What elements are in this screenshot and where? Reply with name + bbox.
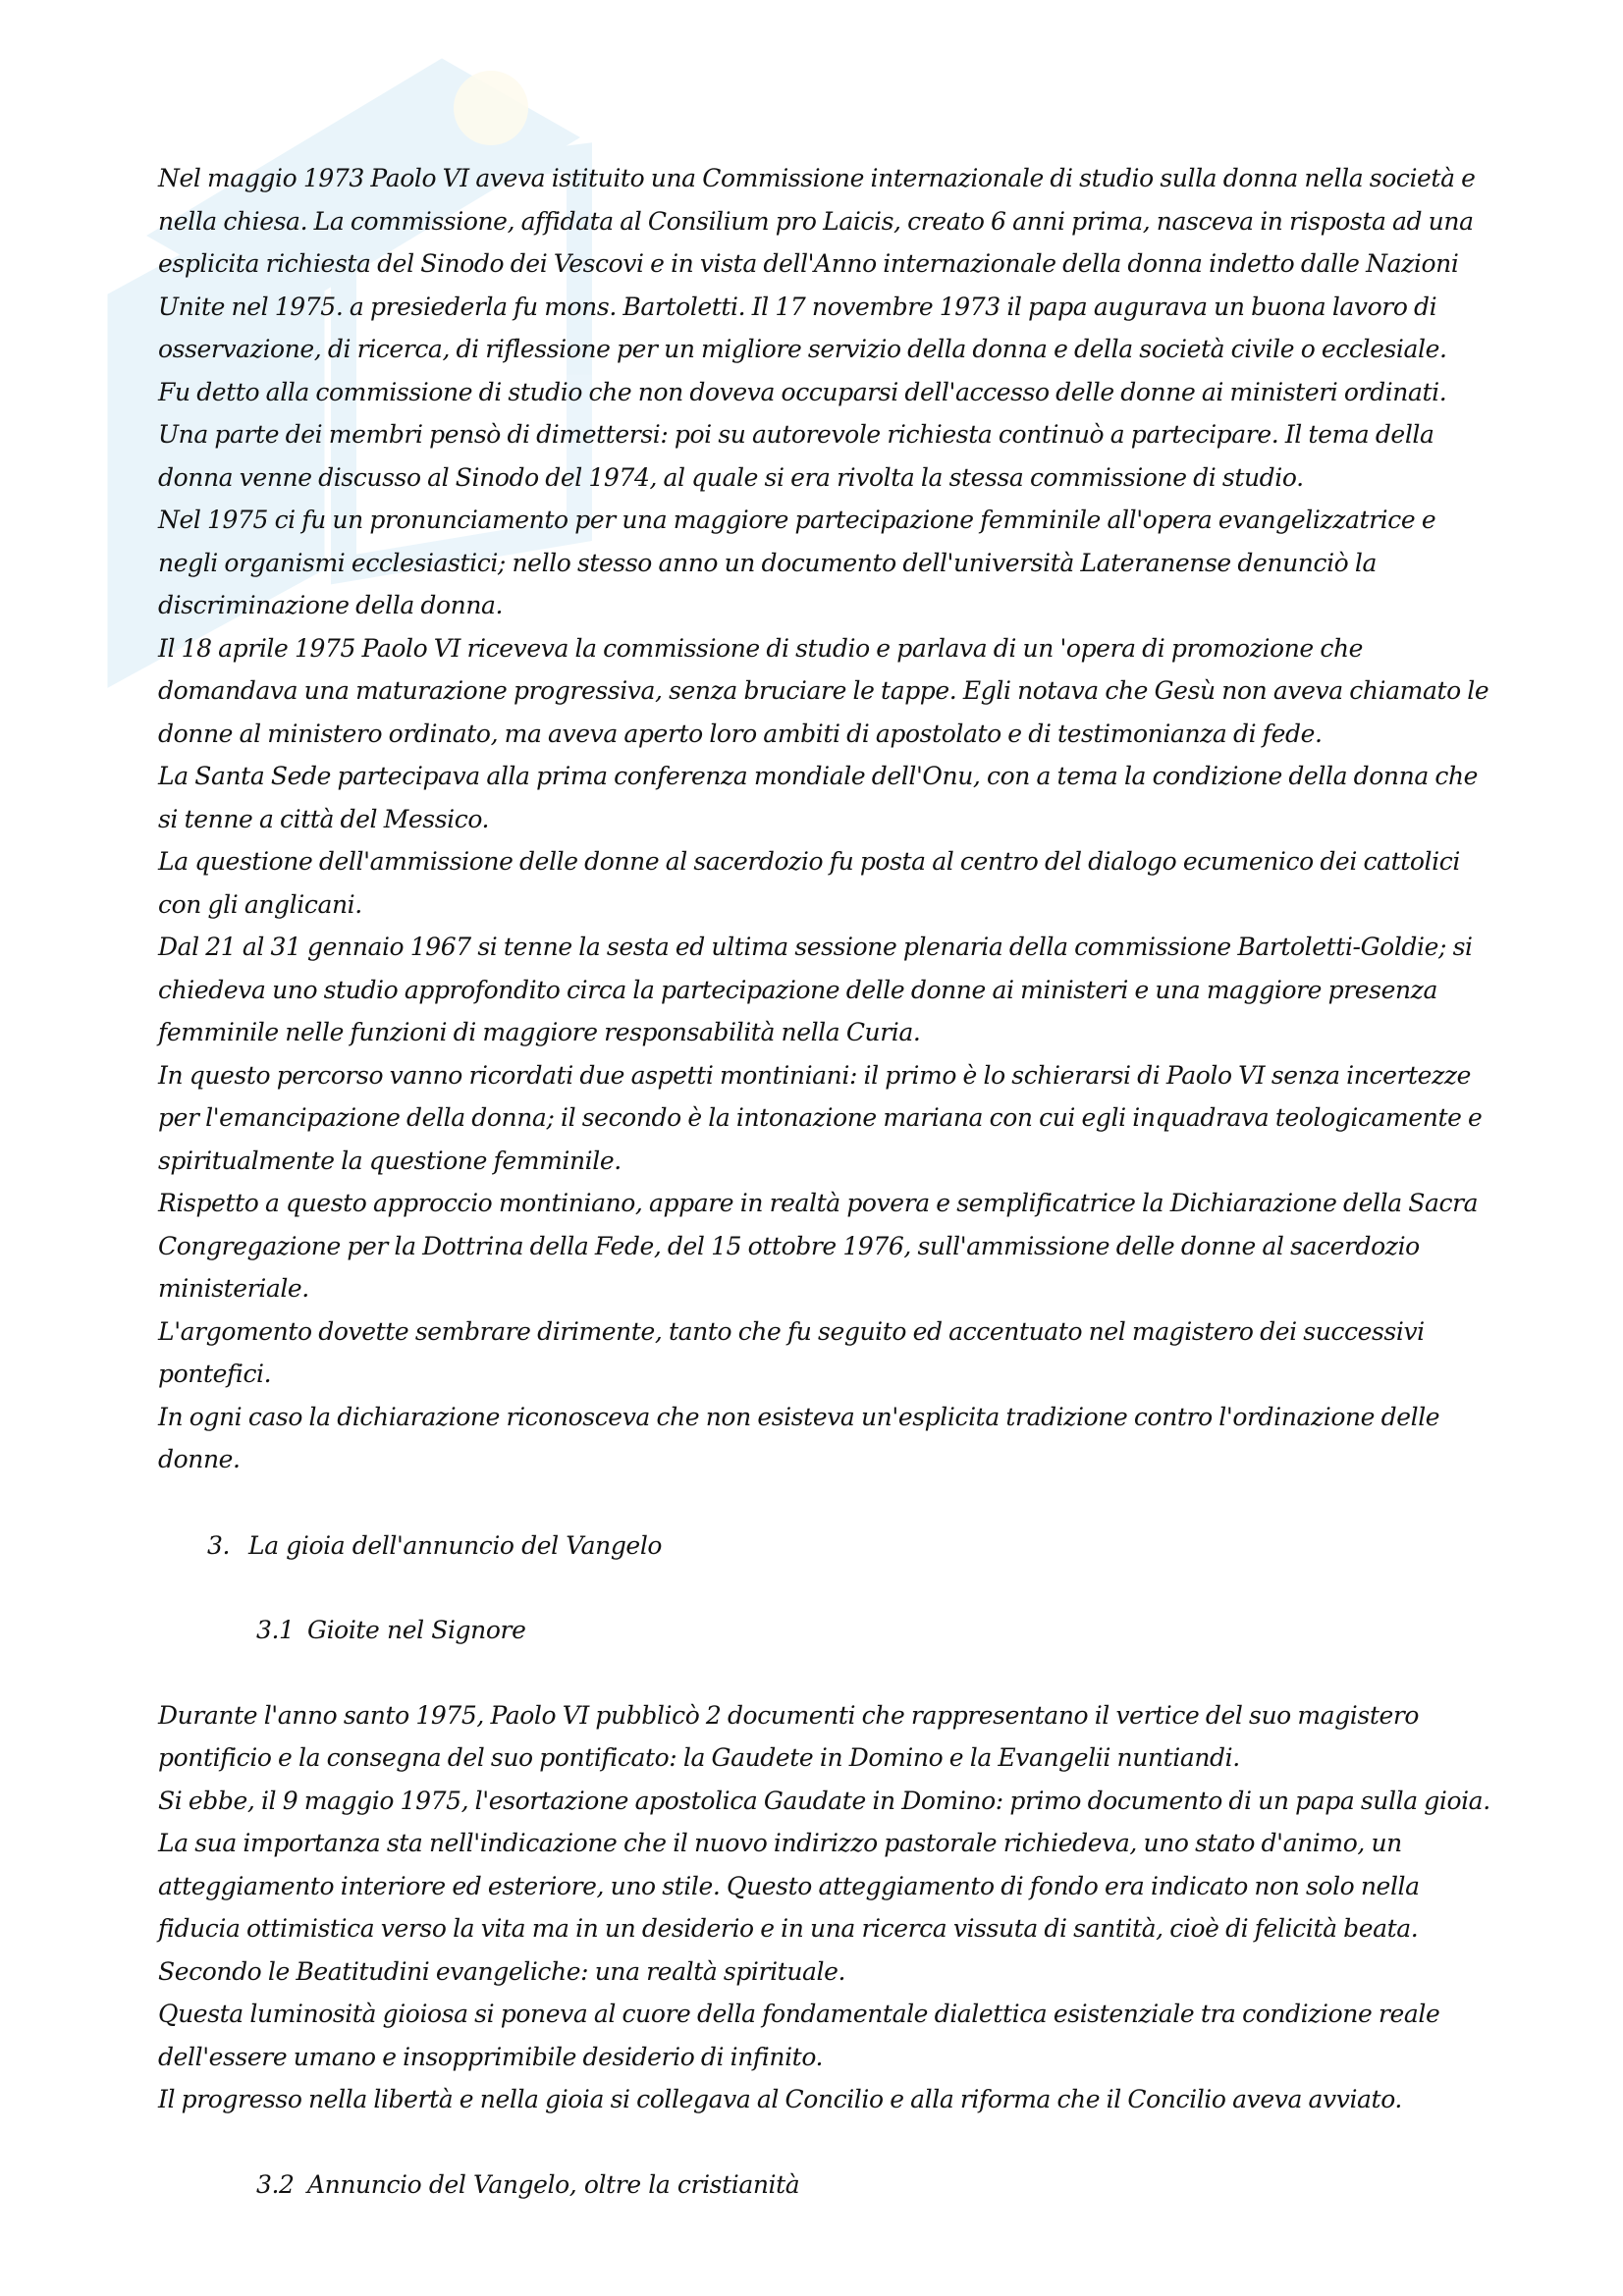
paragraph: Fu detto alla commissione di studio che non doveva occuparsi dell'accesso delle donne ai ministeri ordinati. Una parte dei membri pensò di dimettersi: poi su autorevole richiesta continuò a partecipare. Il tema della donna venne discusso al Sinodo del 1974, al quale si era rivolta la stessa commissione di studio. [158, 377, 1447, 492]
paragraph: Il 18 aprile 1975 Paolo VI riceveva la commissione di studio e parlava di un 'opera di promozione che domandava una maturazione progressiva, senza bruciare le tappe. Egli notava che Gesù non aveva chiamato le donne al ministero ordinato, ma aveva aperto loro ambiti di apostolato e di testimonianza di fede. [158, 633, 1489, 748]
section-heading-3 [158, 1524, 1493, 1568]
paragraph: Il progresso nella libertà e nella gioia si collegava al Concilio e alla riforma che il Concilio aveva avviato. [158, 2085, 1402, 2113]
paragraph: Si ebbe, il 9 maggio 1975, l'esortazione apostolica Gaudate in Domino: primo documento di un papa sulla gioia. La sua importanza sta nell'indicazione che il nuovo indirizzo pastorale richiedeva, uno stato d'animo, un atteggiamento interiore ed esteriore, uno stile. Questo atteggiamento di fondo era indicato non solo nella fiducia ottimistica verso la vita ma in un desiderio e in una ricerca vissuta di santità, cioè di felicità beata. Secondo le Beatitudini evangeliche: una realtà spirituale. [158, 1786, 1490, 1986]
subsection-heading-3-2 [158, 2163, 1493, 2207]
text-block-women-commission [158, 157, 1493, 1481]
paragraph: L'argomento dovette sembrare dirimente, tanto che fu seguito ed accentuato nel magistero dei successivi pontefici. [158, 1316, 1425, 1388]
subsection-number: 3.1 [256, 1616, 295, 1644]
paragraph: Rispetto a questo approccio montiniano, appare in realtà povera e semplificatrice la Dichiarazione della Sacra Congregazione per la Dottrina della Fede, del 15 ottobre 1976, sull'ammissione delle donne al sacerdozio ministeriale. [158, 1189, 1479, 1303]
paragraph: La questione dell'ammissione delle donne al sacerdozio fu posta al centro del dialogo ecumenico dei cattolici con gli anglicani. [158, 847, 1460, 919]
section-title: La gioia dell'annuncio del Vangelo [248, 1530, 663, 1560]
paragraph: Nel maggio 1973 Paolo VI aveva istituito una Commissione internazionale di studio sulla donna nella società e nella chiesa. La commissione, affidata al Consilium pro Laicis, creato 6 anni prima, nasceva in risposta ad una esplicita richiesta del Sinodo dei Vescovi e in vista dell'Anno internazionale della donna indetto dalle Nazioni Unite nel 1975. a presiederla fu mons. Bartoletti. Il 17 novembre 1973 il papa augurava un buona lavoro di osservazione, di ricerca, di riflessione per un migliore servizio della donna e della società civile o ecclesiale. [158, 164, 1476, 363]
document-page [158, 157, 1493, 2206]
paragraph: La Santa Sede partecipava alla prima conferenza mondiale dell'Onu, con a tema la condizione della donna che si tenne a città del Messico. [158, 762, 1479, 833]
subsection-number: 3.2 [256, 2169, 295, 2199]
subsection-title: Gioite nel Signore [307, 1616, 526, 1644]
subsection-heading-3-1 [158, 1609, 1493, 1652]
paragraph: In ogni caso la dichiarazione riconosceva che non esisteva un'esplicita tradizione contro l'ordinazione delle donne. [158, 1402, 1440, 1473]
paragraph: Questa luminosità gioiosa si poneva al cuore della fondamentale dialettica esistenziale tra condizione reale dell'essere umano e insopprimibile desiderio di infinito. [158, 2000, 1440, 2071]
paragraph: In questo percorso vanno ricordati due aspetti montiniani: il primo è lo schierarsi di Paolo VI senza incertezze per l'emancipazione della donna; il secondo è la intonazione mariana con cui egli inquadrava teologicamente e spiritualmente la questione femminile. [158, 1060, 1483, 1175]
section-number: 3. [207, 1530, 231, 1560]
paragraph: Durante l'anno santo 1975, Paolo VI pubblicò 2 documenti che rappresentano il vertice del suo magistero pontificio e la consegna del suo pontificato: la Gaudete in Domino e la Evangelii nuntiandi. [158, 1700, 1420, 1772]
text-block-gaudete [158, 1694, 1493, 2121]
subsection-title: Annuncio del Vangelo, oltre la cristianità [307, 2169, 800, 2199]
paragraph: Nel 1975 ci fu un pronunciamento per una maggiore partecipazione femminile all'opera evangelizzatrice e negli organismi ecclesiastici; nello stesso anno un documento dell'università Lateranense denunciò la discriminazione della donna. [158, 506, 1436, 619]
paragraph: Dal 21 al 31 gennaio 1967 si tenne la sesta ed ultima sessione plenaria della commissione Bartoletti-Goldie; si chiedeva uno studio approfondito circa la partecipazione delle donne ai ministeri e una maggiore presenza femminile nelle funzioni di maggiore responsabilità nella Curia. [158, 933, 1473, 1046]
